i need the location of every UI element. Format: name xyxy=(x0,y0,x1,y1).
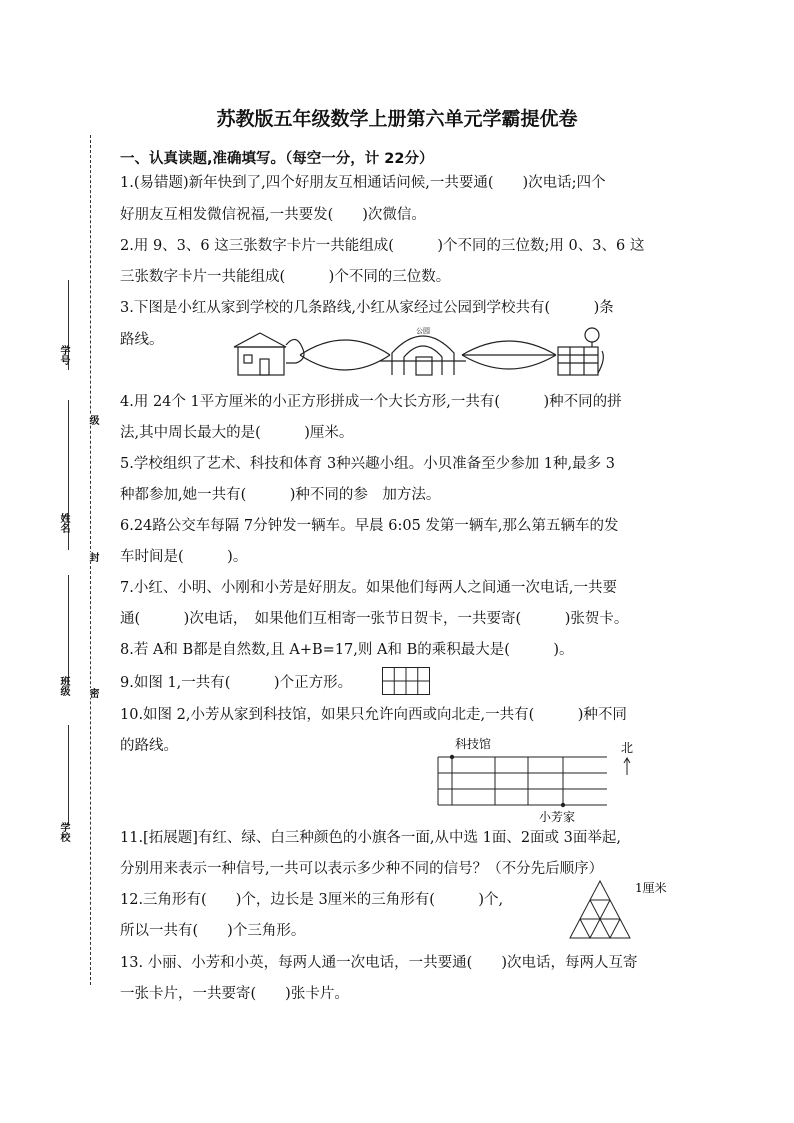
margin-label-class: 班级 xyxy=(58,676,69,696)
question-10-line-2: 的路线。 xyxy=(120,738,178,754)
question-3-line-2: 路线。 xyxy=(120,332,164,348)
museum-label: 科技馆 xyxy=(455,737,492,751)
question-1-line-1: 1.(易错题)新年快到了,四个好朋友互相通话问候,一共要通( )次电话;四个 xyxy=(120,175,606,191)
question-9: 9.如图 1,一共有( )个正方形。 xyxy=(120,675,353,691)
question-6-line-2: 车时间是( )。 xyxy=(120,549,248,565)
street-map-figure xyxy=(435,735,645,825)
question-10-line-1: 10.如图 2,小芳从家到科技馆，如果只允许向西或向北走,一共有( )种不同 xyxy=(120,707,627,723)
margin-label-student-no: 学号 xyxy=(58,345,69,365)
north-label: 北 xyxy=(621,741,634,755)
question-2-line-2: 三张数字卡片一共能组成( )个不同的三位数。 xyxy=(120,269,451,285)
margin-mark-mi: 密 xyxy=(87,688,98,698)
question-7-line-1: 7.小红、小明、小刚和小芳是好朋友。如果他们每两人之间通一次电话,一共要 xyxy=(120,580,617,596)
question-4-line-2: 法,其中周长最大的是( )厘米。 xyxy=(120,425,354,441)
question-3-line-1: 3.下图是小红从家到学校的几条路线,小红从家经过公园到学校共有( )条 xyxy=(120,300,614,316)
school-icon xyxy=(558,328,603,375)
margin-underline-school xyxy=(68,725,69,825)
question-8: 8.若 A和 B都是自然数,且 A+B=17,则 A和 B的乘积最大是( )。 xyxy=(120,642,574,658)
park-gate-icon xyxy=(380,336,466,375)
section-heading: 一、认真读题,准确填写。（每空一分，计 22分） xyxy=(120,151,434,167)
home-icon xyxy=(234,333,304,375)
north-arrow-icon xyxy=(624,758,630,775)
question-2-line-1: 2.用 9、3、6 这三张数字卡片一共能组成( )个不同的三位数;用 0、3、6 这 xyxy=(120,238,645,254)
question-4-line-1: 4.用 24个 1平方厘米的小正方形拼成一个大长方形,一共有( )种不同的拼 xyxy=(120,394,622,410)
question-7-line-2: 通( )次电话， 如果他们互相寄一张节日贺卡，一共要寄( )张贺卡。 xyxy=(120,611,629,627)
unit-label: 1厘米 xyxy=(635,881,667,895)
page-title: 苏教版五年级数学上册第六单元学霸提优卷 xyxy=(216,108,578,130)
question-1-line-2: 好朋友互相发微信祝福,一共要发( )次微信。 xyxy=(120,207,426,223)
park-sign: 公园 xyxy=(416,327,430,335)
museum-point xyxy=(450,755,454,759)
question-13-line-2: 一张卡片，一共要寄( )张卡片。 xyxy=(120,986,349,1002)
triangle-figure xyxy=(567,878,677,940)
question-6-line-1: 6.24路公交车每隔 7分钟发一辆车。早晨 6:05 发第一辆车,那么第五辆车的发 xyxy=(120,518,619,534)
square-grid-figure xyxy=(382,667,430,695)
question-11-line-2: 分别用来表示一种信号,一共可以表示多少种不同的信号？（不分先后顺序） xyxy=(120,861,604,877)
question-12-line-2: 所以一共有( )个三角形。 xyxy=(120,923,306,939)
question-5-line-1: 5.学校组织了艺术、科技和体育 3种兴趣小组。小贝准备至少参加 1种,最多 3 xyxy=(120,456,615,472)
margin-mark-ji: 级 xyxy=(87,415,98,425)
route-figure xyxy=(230,325,610,380)
home-label: 小芳家 xyxy=(539,810,576,824)
question-11-line-1: 11.[拓展题]有红、绿、白三种颜色的小旗各一面,从中选 1面、2面或 3面举起, xyxy=(120,830,621,846)
margin-underline-class xyxy=(68,575,69,685)
margin-label-name: 姓名 xyxy=(58,513,69,533)
question-5-line-2: 种都参加,她一共有( )种不同的参 加方法。 xyxy=(120,487,441,503)
question-12-line-1: 12.三角形有( )个，边长是 3厘米的三角形有( )个, xyxy=(120,892,504,908)
question-13-line-1: 13. 小丽、小芳和小英，每两人通一次电话，一共要通( )次电话，每两人互寄 xyxy=(120,955,638,971)
home-point xyxy=(561,803,565,807)
margin-label-school: 学校 xyxy=(58,822,69,842)
margin-mark-feng: 封 xyxy=(87,552,98,562)
